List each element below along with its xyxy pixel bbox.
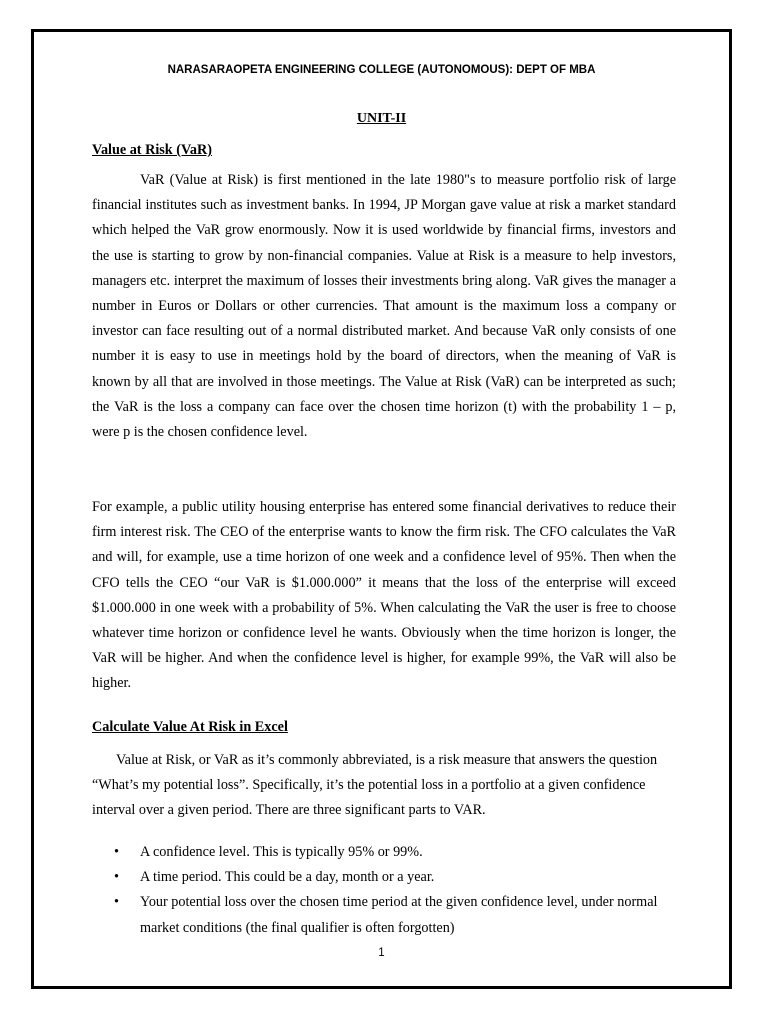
paragraph-var-intro: VaR (Value at Risk) is first mentioned in the late 1980"s to measure portfolio risk of large financial institutes such as investment banks. In 1994, JP Morgan gave value at risk a market standard which helped the VaR grow enormously. Now it is used worldwide by financial firms, investors and the use is starting to grow by non-financial companies. Value at Risk is a measure to help investors, managers etc. interpret the maximum of losses their investments bring along. VaR gives the manager a number in Euros or Dollars or other currencies. That amount is the maximum loss a company or investor can face resulting out of a normal distributed market. And because VaR only consists of one number it is easy to use in meetings hold by the board of directors, when the meaning of VaR is known by all that are involved in those meetings. The Value at Risk (VaR) can be interpreted as such; the VaR is the loss a company can face over the chosen time horizon (t) with the probability 1 – p, were p is the chosen confidence level. [92,172,676,441]
unit-title: UNIT-II [356,111,407,126]
page-number: 1 [378,947,385,959]
section-heading-var: Value at Risk (VaR) [92,142,212,158]
page-border [31,29,732,989]
list-item: • A time period. This could be a day, month or a year. [92,865,676,890]
list-item: • Your potential loss over the chosen time period at the given confidence level, under normal market conditions (the final qualifier is often forgotten) [92,890,676,940]
page-header: NARASARAOPETA ENGINEERING COLLEGE (AUTONOMOUS): DEPT OF MBA [167,64,596,76]
var-parts-list [92,840,676,941]
paragraph-var-example: For example, a public utility housing enterprise has entered some financial derivatives to reduce their firm interest risk. The CEO of the enterprise wants to know the firm risk. The CFO calculates the VaR and will, for example, use a time horizon of one week and a confidence level of 95%. Then when the CFO tells the CEO “our VaR is $1.000.000” it means that the loss of the enterprise will exceed $1.000.000 in one week with a probability of 5%. When calculating the VaR the user is free to choose whatever time horizon or confidence level he wants. Obviously when the time horizon is longer, the VaR will be higher. And when the confidence level is higher, for example 99%, the VaR will also be higher. [92,499,676,692]
list-item: • A confidence level. This is typically 95% or 99%. [92,840,676,865]
section-heading-excel: Calculate Value At Risk in Excel [92,719,288,735]
paragraph-excel-intro: Value at Risk, or VaR as it’s commonly abbreviated, is a risk measure that answers the question “What’s my potential loss”. Specifically, it’s the potential loss in a portfolio at a given confidence interval over a given period. There are three significant parts to VAR. [92,752,658,819]
